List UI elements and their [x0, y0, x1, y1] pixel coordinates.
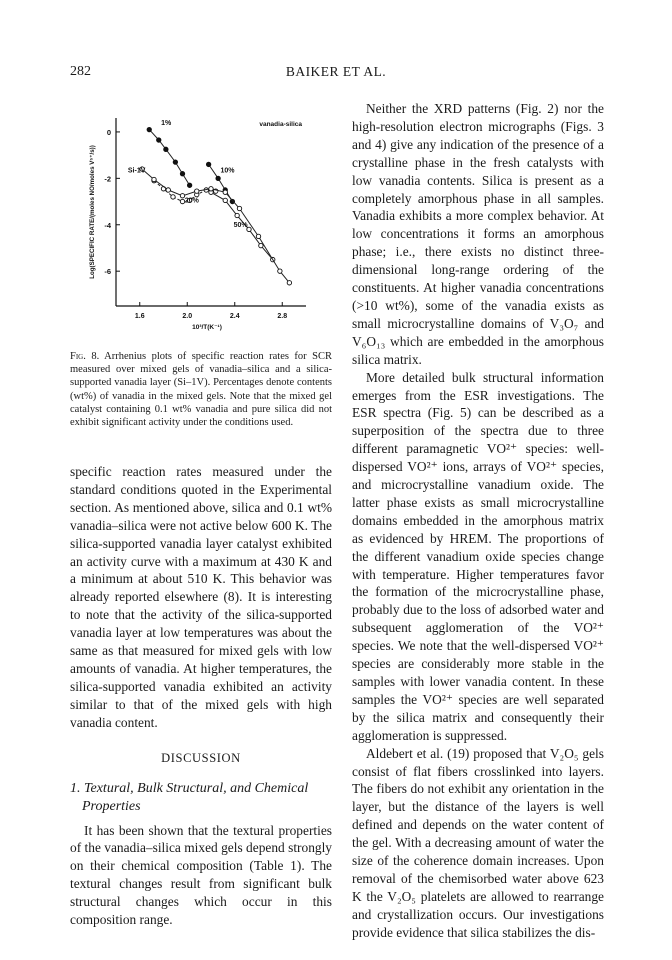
- page-number: 282: [70, 64, 91, 79]
- data-point: [164, 147, 168, 151]
- series-label: 50%: [233, 222, 248, 230]
- y-tick-label: -4: [104, 220, 111, 230]
- right-column-paragraph: More detailed bulk structural information emerges from the ESR investigations. The ESR spectra (Fig. 5) can be described as a superposition of the spectra due to three different paramagnetic VO²⁺ species: well-dispersed VO²⁺ ions, arrays of VO²⁺ species, and microcrystalline vanadium oxide. The latter phase exists as small microcrystalline domains embedded in the amorphous matrix as evidenced by HREM. The proportions of the different vanadium oxide species change with temperature. Higher temperatures favor the formation of the microcrystalline phase, probably due to the loss of adsorbed water and subsequent agglomeration of the VO²⁺ species. We note that the well-dispersed VO²⁺ species are considerably more stable in the samples with lower vanadia content. In these samples the VO²⁺ species are well separated by the silica matrix and consequently their agglomeration is suppressed.: [352, 369, 604, 743]
- data-point: [180, 194, 184, 198]
- chart-title: vanadia-silica: [259, 121, 302, 128]
- left-column-paragraph: specific reaction rates measured under the standard conditions quoted in the Experimental section. As mentioned above, silica and 0.1 wt% vanadia–silica were not active below 600 K. The silica-supported vanadia layer catalyst exhibited an activity curve with a maximum at 430 K and a minimum at about 510 K. This behavior was already reported elsewhere (8). It is interesting to note that the activity of the silica-supported vanadia layer at low temperatures was about the same as that measured for mixed gels with low amounts of vanadia. At higher temperatures, the silica-supported vanadia exhibited an activity similar to that of the mixed gels with high vanadia content.: [70, 464, 332, 730]
- data-point: [256, 234, 260, 238]
- data-point: [223, 190, 227, 194]
- series-label: 10%: [220, 167, 235, 175]
- right-column: [352, 100, 604, 942]
- x-tick-label: 1.6: [134, 313, 145, 320]
- left-column-section-heading: DISCUSSION: [161, 750, 241, 765]
- running-head: BAIKER ET AL.: [285, 64, 387, 79]
- y-axis-label: Log(SPECIFIC RATE/(moles NO/moles V⁵⁺/s)): [89, 145, 96, 279]
- figure-caption: [70, 350, 332, 429]
- caption-label: Fig. 8.: [70, 351, 100, 362]
- y-tick-label: -2: [104, 174, 111, 184]
- left-column-paragraph: It has been shown that the textural properties of the vanadia–silica mixed gels depend strongly on their chemical composition (Table 1). The textural changes result from significant bulk structural changes which occur in this composition range.: [70, 822, 332, 928]
- x-tick-label: 2.4: [229, 313, 240, 320]
- data-point: [209, 187, 213, 191]
- x-tick-label: 2.8: [277, 313, 288, 320]
- left-column-subsection-heading: 1. Textural, Bulk Structural, and Chemical Properties: [70, 780, 309, 814]
- data-point: [287, 281, 291, 285]
- x-axis-label: 10³/T(K⁻¹): [192, 324, 222, 331]
- data-point: [173, 160, 177, 164]
- series-line: [142, 169, 289, 283]
- data-point: [237, 206, 241, 210]
- data-point: [223, 198, 227, 202]
- data-point: [195, 189, 199, 193]
- series-line: [149, 130, 189, 186]
- figure-8: [70, 100, 330, 345]
- series-label: Si-1V: [127, 167, 146, 175]
- data-point: [278, 269, 282, 273]
- left-column: [70, 463, 332, 929]
- series-label: 1%: [161, 119, 172, 127]
- data-point: [187, 183, 191, 187]
- data-point: [147, 127, 151, 131]
- y-tick-label: 0: [106, 127, 111, 137]
- right-column-paragraph: Aldebert et al. (19) proposed that V₂O₅ gels consist of flat fibers crosslinked into layers. The fibers do not exhibit any orientation in the layer, but the distance of the layers is well defined and depends on the water content of the gel. With a decreasing amount of water the size of the coherence domain increases. Upon removal of the chemisorbed water above 623 K the V₂O₅ platelets are allowed to rearrange and crystallization occurs. Our investigations provide evidence that silica stabilizes the dis-: [352, 745, 604, 940]
- data-point: [206, 162, 210, 166]
- caption-text: Arrhenius plots of specific reaction rates for SCR measured over mixed gels of vanadia–silica and a silica-supported vanadia layer (Si–1V). Percentages denote contents (wt%) of vanadia in the mixed gels. Note that the mixed gel catalyst containing 0.1 wt% vanadia and pure silica did not exhibit significant activity under the conditions used.: [70, 351, 333, 429]
- arrhenius-chart: [70, 100, 330, 345]
- data-point: [171, 195, 175, 199]
- y-tick-label: -6: [104, 267, 111, 277]
- x-tick-label: 2.0: [182, 313, 193, 320]
- data-point: [180, 172, 184, 176]
- data-point: [157, 138, 161, 142]
- data-point: [259, 243, 263, 247]
- right-column-paragraph: Neither the XRD patterns (Fig. 2) nor the high-resolution electron micrographs (Figs. 3 and 4) give any indication of the presence of a crystalline phase in the fresh catalysts with low vanadia contents. Silica is present as a completely amorphous phase in all samples. Vanadia exhibits a more complex behavior. At low concentrations it forms an amorphous phase; i.e., there exists no distinct three-dimensional long-range ordering of the constituents. At higher vanadia concentrations (>10 wt%), some of the vanadia exists as small microcrystalline domains of V₃O₇ and V₆O₁₃ which are embedded in the amorphous silica matrix.: [352, 101, 604, 367]
- data-point: [152, 177, 156, 181]
- data-point: [216, 176, 220, 180]
- series-label: 20%: [184, 197, 199, 205]
- data-point: [235, 213, 239, 217]
- data-point: [166, 188, 170, 192]
